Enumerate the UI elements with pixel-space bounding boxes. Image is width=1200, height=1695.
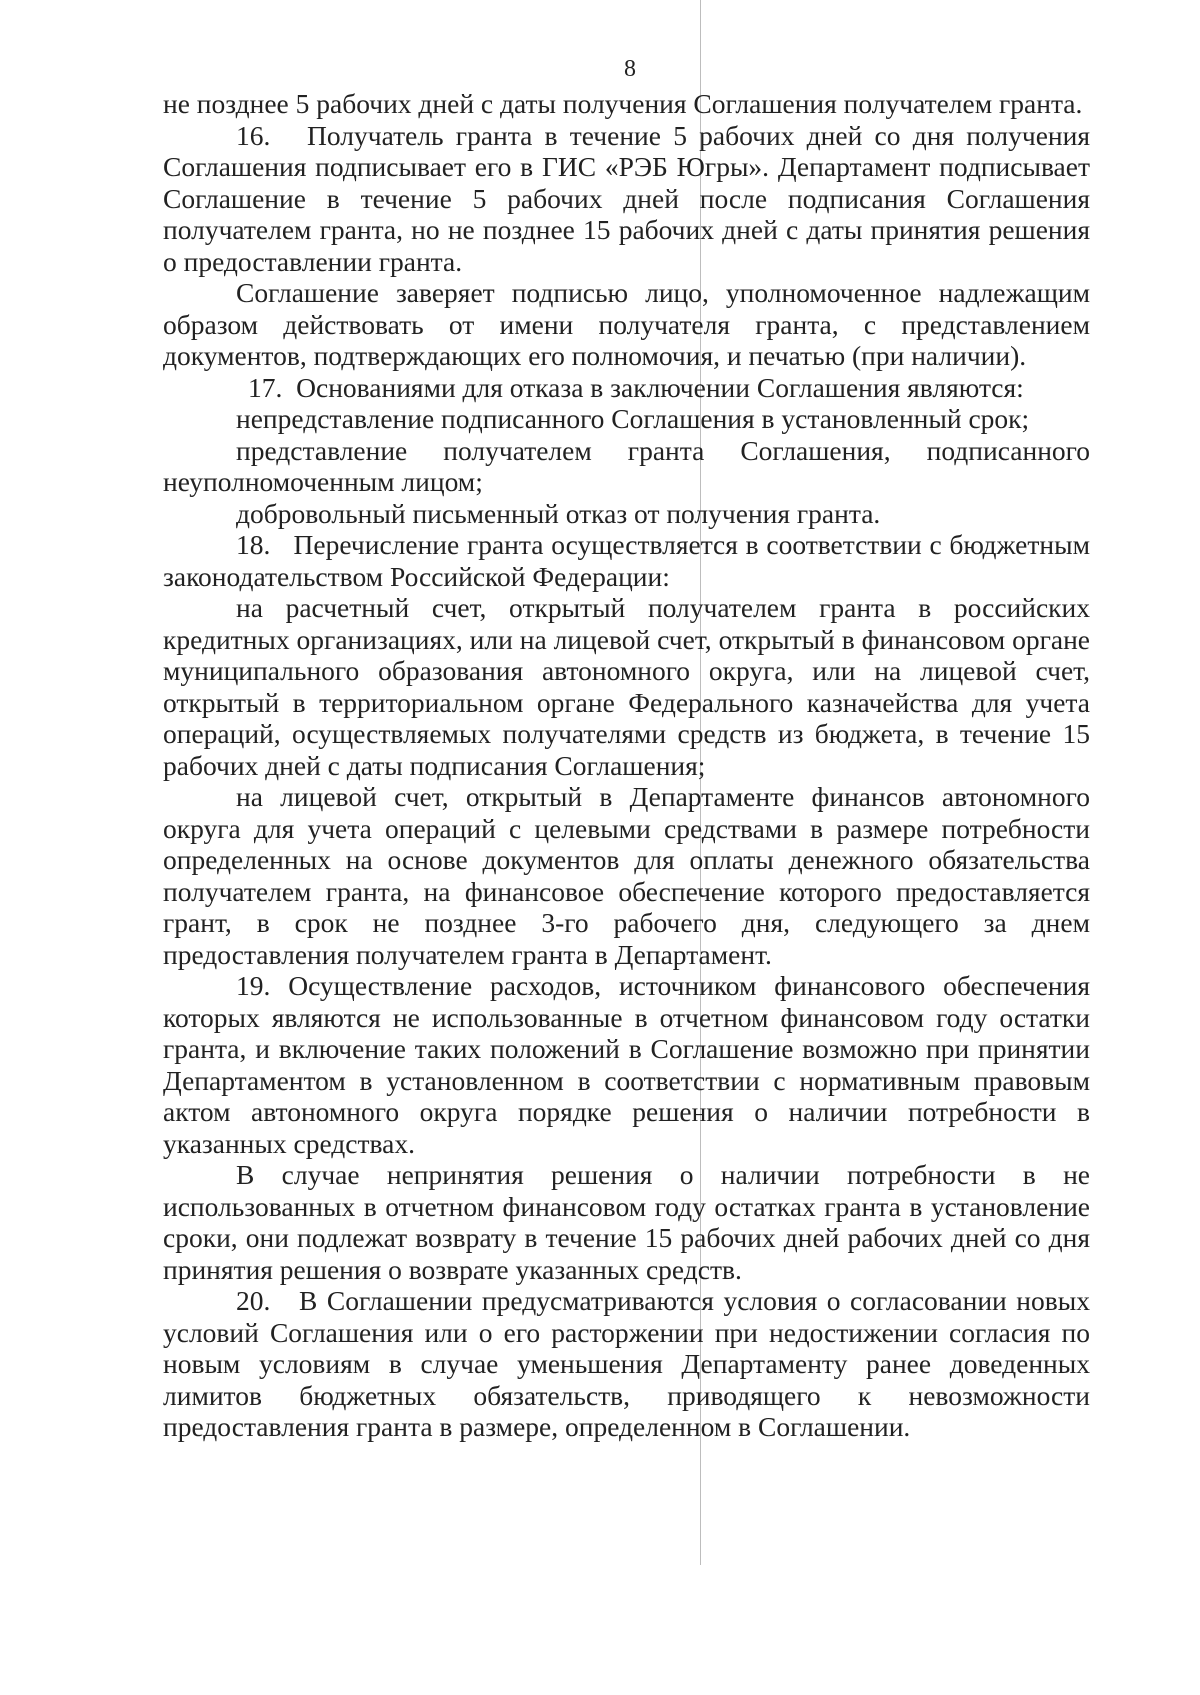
paragraph-transfer-account: на расчетный счет, открытый получателем гранта в российских кредитных организациях, или на лицевой счет, открытый в финансовом органе муниципального образования автономного округа, или на лицевой счет, открытый в территориальном органе Федерального казначейства для учета операций, осуществляемых получателями средств из бюджета, в течение 15 рабочих дней с даты подписания Соглашения;: [163, 592, 1090, 781]
paragraph-refusal-reason-1: непредставление подписанного Соглашения в установленный срок;: [236, 403, 1030, 434]
paragraph-19-case: В случае непринятия решения о наличии потребности в не использованных в отчетном финансовом году остатках гранта в установление сроки, они подлежат возврату в течение 15 рабочих дней рабочих дней со дня принятия решения о возврате указанных средств.: [163, 1159, 1090, 1285]
paragraph-signature: Соглашение заверяет подписью лицо, уполномоченное надлежащим образом действовать от имени получателя гранта, с представлением документов, подтверждающих его полномочия, и печатью (при наличии).: [163, 277, 1090, 371]
paragraph-18: 18. Перечисление гранта осуществляется в соответствии с бюджетным законодательством Российской Федерации:: [163, 529, 1090, 592]
paragraph-continuation: не позднее 5 рабочих дней с даты получения Соглашения получателем гранта.: [163, 88, 1083, 119]
paragraph-20: 20. В Соглашении предусматриваются условия о согласовании новых условий Соглашения или о его расторжении при недостижении согласия по новым условиям в случае уменьшения Департаменту ранее доведенных лимитов бюджетных обязательств, приводящего к невозможности предоставления гранта в размере, определенном в Соглашении.: [163, 1285, 1090, 1442]
paragraph-refusal-reason-2: представление получателем гранта Соглашения, подписанного неуполномоченным лицом;: [163, 434, 1090, 497]
paragraph-17: 17. Основаниями для отказа в заключении Соглашения являются:: [248, 371, 1024, 403]
paragraph-refusal-reason-3: добровольный письменный отказ от получения гранта.: [236, 497, 881, 529]
document-body: [163, 88, 1090, 1443]
paragraph-19: 19. Осуществление расходов, источником финансового обеспечения которых являются не использованные в отчетном финансовом году остатки гранта, и включение таких положений в Соглашение возможно при принятии Департаментом в установленном в соответствии с нормативным правовым актом автономного округа порядке решения о наличии потребности в указанных средствах.: [163, 970, 1090, 1159]
paragraph-16: 16. Получатель гранта в течение 5 рабочих дней со дня получения Соглашения подписывает его в ГИС «РЭБ Югры». Департамент подписывает Соглашение в течение 5 рабочих дней после подписания Соглашения получателем гранта, но не позднее 15 рабочих дней с даты принятия решения о предоставлении гранта.: [163, 119, 1090, 277]
page-number: 8: [624, 56, 636, 82]
paragraph-transfer-treasury: на лицевой счет, открытый в Департаменте финансов автономного округа для учета операций с целевыми средствами в размере потребности определенных на основе документов для оплаты денежного обязательства получателем гранта, на финансовое обеспечение которого предоставляется грант, в срок не позднее 3-го рабочего дня, следующего за днем предоставления получателем гранта в Департамент.: [163, 781, 1090, 970]
